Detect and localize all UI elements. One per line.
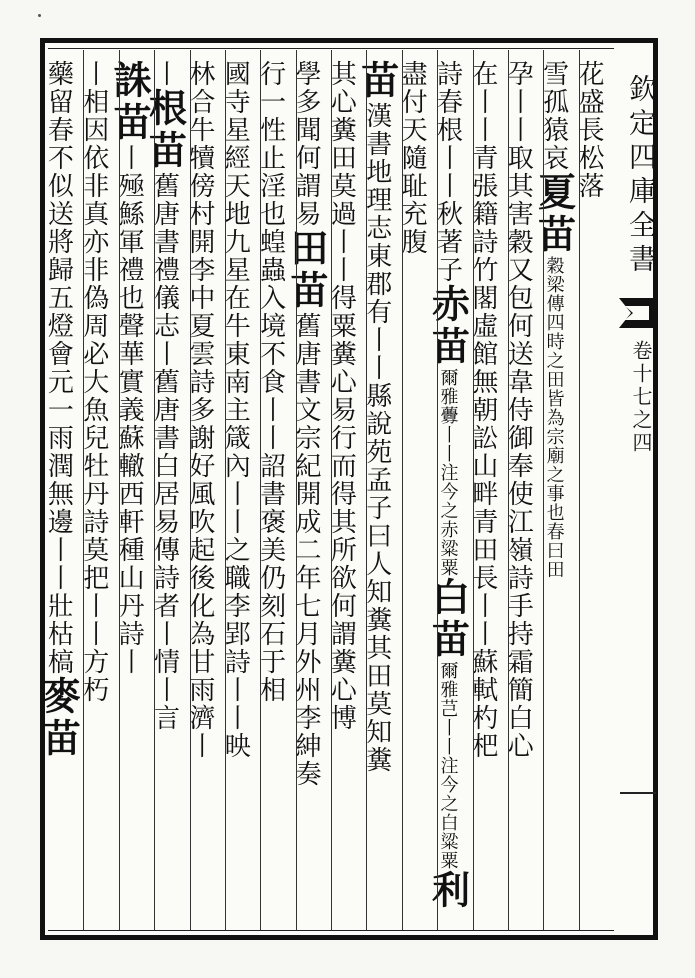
column-divider xyxy=(154,50,155,930)
column-divider xyxy=(508,50,509,930)
column-divider xyxy=(83,50,84,930)
body-text: 在丨丨青張籍詩竹閣虛館無朝訟山畔青田長丨丨蘇軾杓杷 xyxy=(467,60,498,760)
entry-heading: 麥苗 xyxy=(36,676,82,760)
entry-heading: 赤苗 xyxy=(425,284,471,368)
entry-heading: 田苗 xyxy=(284,228,329,312)
text-column xyxy=(284,60,329,930)
fish-tail-mark-icon xyxy=(619,298,657,328)
body-text: 花盛長松落 xyxy=(574,60,604,200)
text-column xyxy=(36,60,82,930)
column-divider xyxy=(543,50,544,930)
entry-heading: 根苗 xyxy=(142,88,188,172)
body-text: 丨相因依非真亦非偽周必大魚兒牡丹詩莫把丨丨方朽 xyxy=(78,60,109,704)
column-divider xyxy=(402,50,403,930)
column-divider xyxy=(190,50,191,930)
entry-heading: 誅苗 xyxy=(107,60,153,144)
body-text: 漢書地理志東郡有丨丨縣說苑孟子曰人知糞其田莫知糞 xyxy=(361,102,392,774)
text-column xyxy=(503,60,541,930)
text-column xyxy=(184,60,223,930)
text-column xyxy=(326,60,364,930)
text-column xyxy=(574,60,612,930)
body-text: 其心糞田莫過丨丨得粟糞心易行而得其所欲何謂糞心博 xyxy=(326,60,357,732)
ink-speck xyxy=(38,14,41,17)
margin-rule xyxy=(620,792,656,794)
margin-volume: 卷十七之四 xyxy=(629,340,653,455)
bottom-rule xyxy=(48,930,614,931)
entry-heading: 苗 xyxy=(354,60,400,102)
body-text: 舊唐書文宗紀開成二年七月外州李紳奏 xyxy=(291,312,321,788)
column-divider xyxy=(296,50,297,930)
body-text: 藥留春不似送將歸五燈會元一雨潤無邊丨丨壯枯槁 xyxy=(43,60,74,676)
body-text: 舊唐書禮儀志丨 xyxy=(149,172,180,368)
text-column xyxy=(220,60,258,930)
body-text: 丨殛鯀軍禮也 xyxy=(114,144,145,312)
column-divider xyxy=(473,50,474,930)
annotation-text: 穀梁傳四時之田皆為宗廟之事也春曰田 xyxy=(543,256,565,579)
body-text: 國寺星經天地九星在牛東南主箴內丨丨之職李郢詩丨丨映 xyxy=(220,60,251,760)
body-text: 孕丨丨取其害穀又包何送韋侍御奉使江嶺詩手持霜簡白心 xyxy=(503,60,534,760)
top-rule xyxy=(48,48,614,49)
text-column xyxy=(78,60,116,930)
text-column xyxy=(467,60,506,930)
text-column xyxy=(531,60,577,930)
entry-heading: 夏苗 xyxy=(531,172,577,256)
annotation-text: 爾雅芑丨丨注今之白粱粟 xyxy=(437,661,459,870)
text-column xyxy=(397,60,435,930)
entry-heading: 白苗 xyxy=(425,577,471,661)
column-divider xyxy=(225,50,226,930)
body-text: 林合牛犢傍村開李中夏雲詩多謝好風吹起後化為甘雨濟丨 xyxy=(184,60,215,760)
column-divider xyxy=(119,50,120,930)
column-divider xyxy=(331,50,332,930)
column-divider xyxy=(366,50,367,930)
column-divider xyxy=(437,50,438,930)
body-text: 舊唐書白居易傳詩者丨情丨言 xyxy=(149,368,180,732)
annotation-text: 爾雅虋丨丨注今之赤粱粟 xyxy=(437,368,459,577)
body-text: 蝗蟲入境不食丨丨詔書褒美仍刻石于相 xyxy=(255,228,286,704)
body-text: 雪孤猿哀 xyxy=(538,60,569,172)
body-text: 詩春根丨丨秋著子 xyxy=(432,60,463,284)
body-text: 聲華實義蘇轍西軒種山丹詩丨 xyxy=(114,312,145,676)
text-column xyxy=(255,60,293,930)
text-column xyxy=(142,60,188,930)
body-text: 行一性止淫也 xyxy=(255,60,286,228)
entry-heading: 利 xyxy=(425,870,471,912)
column-divider xyxy=(579,50,580,930)
body-text: 學多聞何謂易 xyxy=(291,60,321,228)
margin-title: 欽定四庫全書 xyxy=(625,74,658,278)
column-divider xyxy=(260,50,261,930)
body-text: 盡付天隨耻充腹 xyxy=(397,60,428,256)
text-column xyxy=(425,60,471,930)
body-text: 丨 xyxy=(149,60,180,88)
text-column xyxy=(354,60,400,930)
text-column xyxy=(107,60,153,930)
